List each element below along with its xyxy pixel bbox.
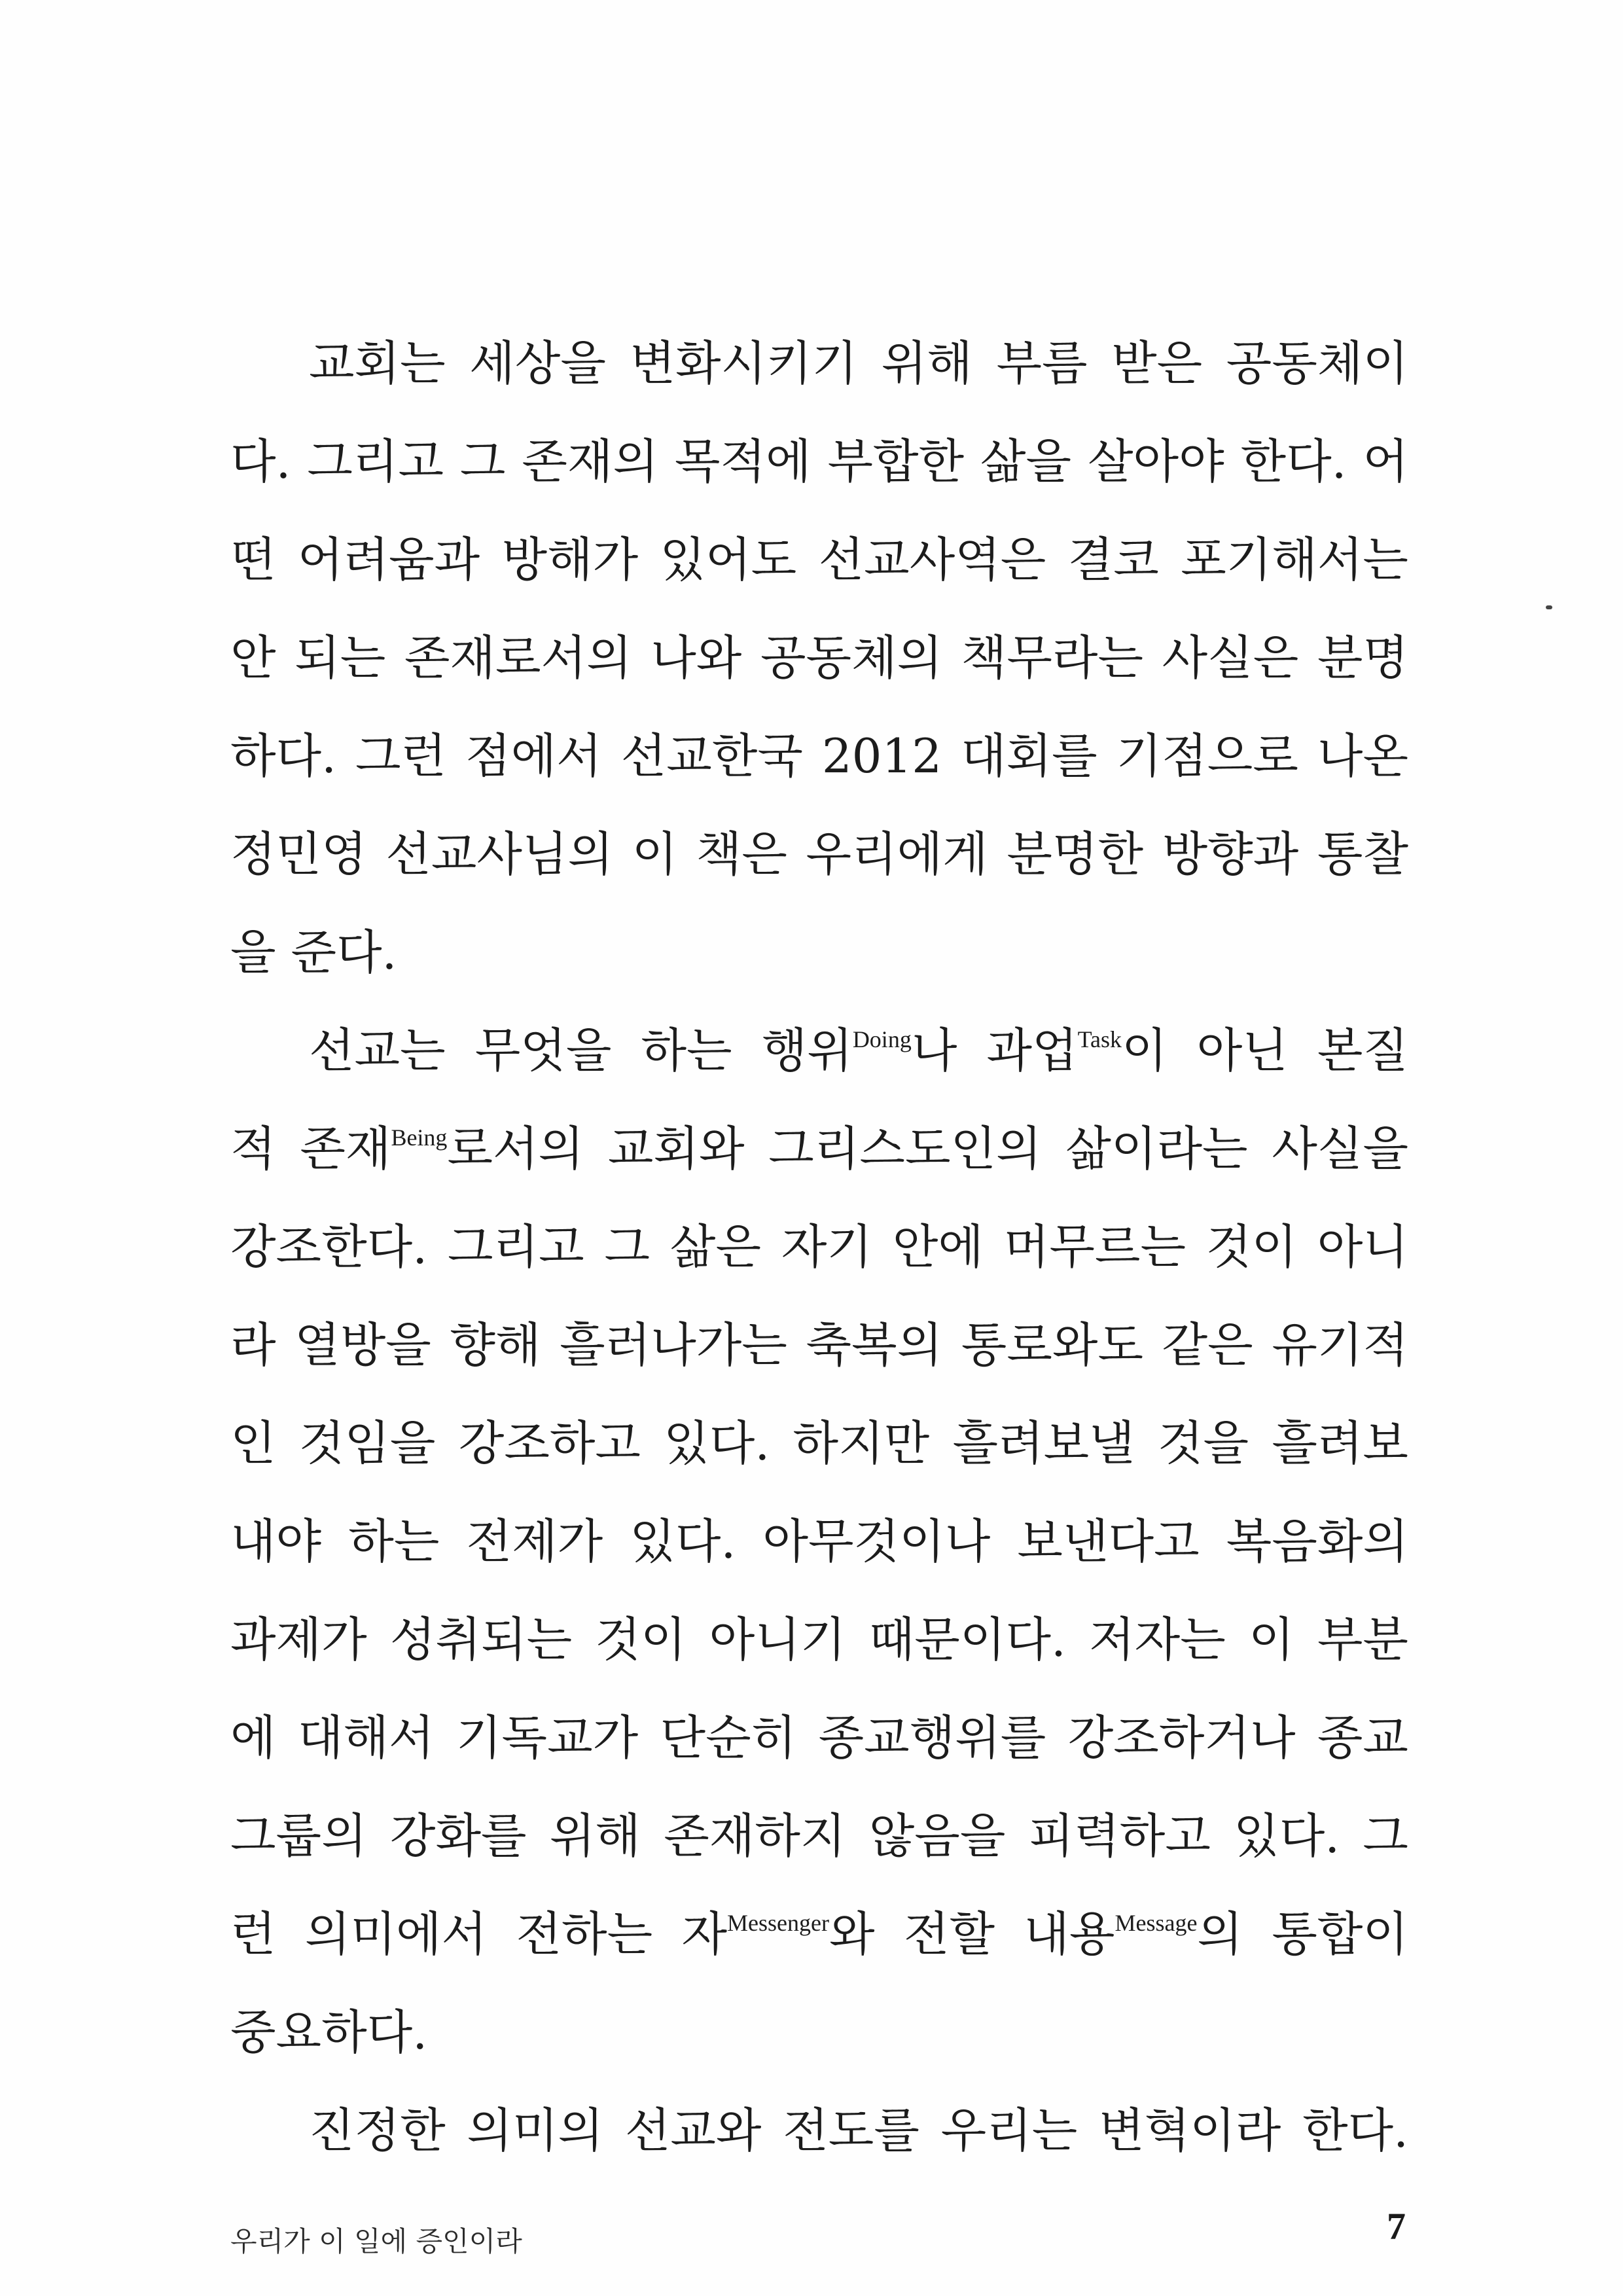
text-line [230,1100,1408,1198]
line-text: 과제가 성취되는 것이 아니기 때문이다. 저자는 이 부분 [230,1612,1408,1667]
text-line [230,805,1408,903]
text-line [230,1885,1408,1983]
text-line [230,707,1408,805]
text-line [230,1394,1408,1492]
line-text: 정민영 선교사님의 이 책은 우리에게 분명한 방향과 통찰 [230,827,1408,882]
line-text: 중요하다. [230,2005,428,2060]
english-gloss: Being [391,1124,448,1151]
text-line [230,1296,1408,1394]
text-line [230,1590,1408,1689]
running-footer-title: 우리가 이 일에 증인이라 [230,2225,522,2257]
text-line [230,1787,1408,1885]
line-text: 와 전할 내용 [829,1907,1115,1962]
line-text: 떤 어려움과 방해가 있어도 선교사역은 결코 포기해서는 [230,532,1408,587]
text-line [230,511,1408,609]
line-text: 런 의미에서 전하는 자 [230,1907,728,1962]
line-text: 나 과업 [911,1023,1078,1078]
line-text: 안 되는 존재로서의 나와 공동체의 책무라는 사실은 분명 [230,630,1408,685]
line-text: 의 통합이 [1197,1907,1408,1962]
line-text: 이 아닌 본질 [1122,1023,1408,1078]
line-text: 내야 하는 전제가 있다. 아무것이나 보낸다고 복음화의 [230,1514,1408,1569]
text-line [230,1492,1408,1590]
scan-speck [1546,605,1552,609]
line-text: 하다. 그런 점에서 선교한국 2012 대회를 기점으로 나온 [230,728,1408,783]
line-text: 에 대해서 기독교가 단순히 종교행위를 강조하거나 종교 [230,1710,1408,1765]
line-text: 교회는 세상을 변화시키기 위해 부름 받은 공동체이 [309,336,1408,391]
text-line [230,609,1408,707]
page-number: 7 [1387,2205,1406,2248]
english-gloss: Message [1115,1910,1198,1936]
line-text: 선교는 무엇을 하는 행위 [309,1023,853,1078]
english-gloss: Doing [852,1026,912,1052]
line-text: 로서의 교회와 그리스도인의 삶이라는 사실을 [447,1121,1408,1176]
line-text: 인 것임을 강조하고 있다. 하지만 흘려보낼 것을 흘려보 [230,1416,1408,1471]
text-line [230,1001,1408,1100]
line-text: 적 존재 [230,1121,391,1176]
body-text [230,314,1408,2179]
text-line [230,1689,1408,1787]
text-line [230,903,1408,1001]
line-text: 진정한 의미의 선교와 전도를 우리는 변혁이라 한다. [309,2103,1408,2158]
text-line [230,412,1408,511]
line-text: 라 열방을 향해 흘러나가는 축복의 통로와도 같은 유기적 [230,1318,1408,1372]
line-text: 을 준다. [230,925,397,980]
text-line [230,2081,1408,2179]
line-text: 다. 그리고 그 존재의 목적에 부합한 삶을 살아야 한다. 어 [230,434,1408,489]
line-text: 그룹의 강화를 위해 존재하지 않음을 피력하고 있다. 그 [230,1808,1408,1863]
english-gloss: Task [1077,1026,1122,1052]
line-text: 강조한다. 그리고 그 삶은 자기 안에 머무르는 것이 아니 [230,1219,1408,1274]
text-line [230,1983,1408,2081]
text-line [230,1198,1408,1296]
english-gloss: Messenger [727,1910,829,1936]
text-line [230,314,1408,412]
